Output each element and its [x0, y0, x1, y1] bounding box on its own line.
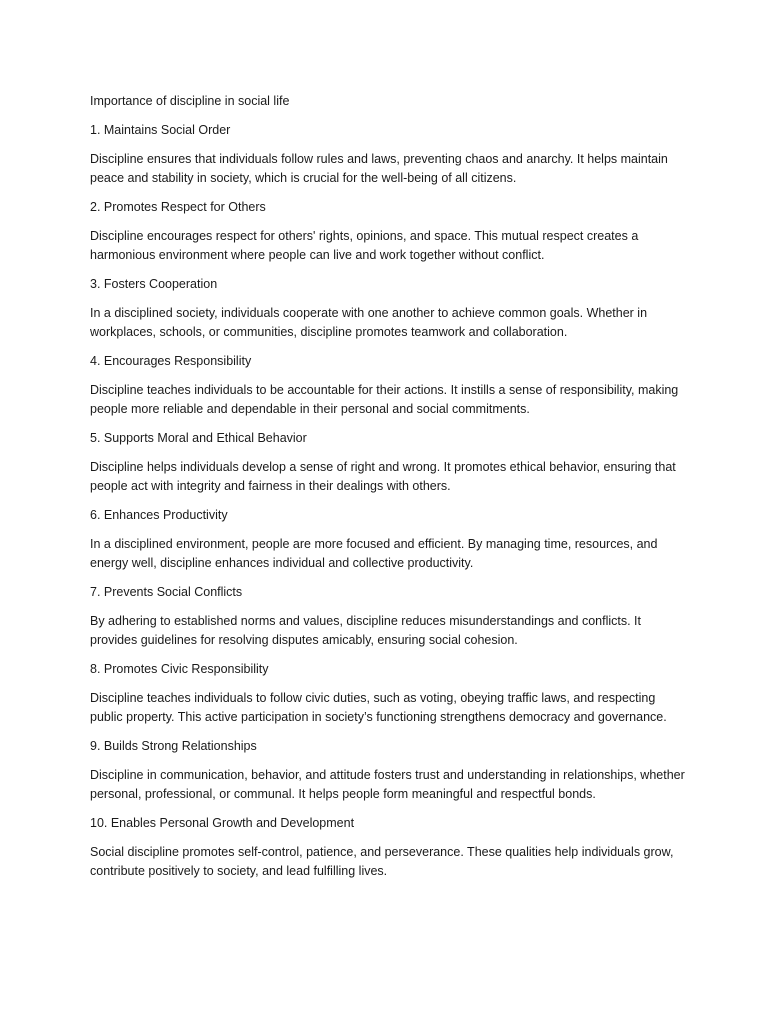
section-heading: 1. Maintains Social Order	[90, 123, 231, 137]
section-body: By adhering to established norms and values, discipline reduces misunderstandings and conflicts. It provides guidelines for resolving disputes amicably, ensuring social cohesion.	[90, 614, 642, 647]
section-heading: 4. Encourages Responsibility	[90, 354, 252, 368]
section-4	[90, 352, 690, 419]
section-body: Discipline helps individuals develop a sense of right and wrong. It promotes ethical behavior, ensuring that people act with integrity and fairness in their dealings with others.	[90, 460, 676, 493]
section-body: Social discipline promotes self-control, patience, and perseverance. These qualities help individuals grow, contribute positively to society, and lead fulfilling lives.	[90, 845, 674, 878]
section-heading: 6. Enhances Productivity	[90, 508, 228, 522]
section-heading: 7. Prevents Social Conflicts	[90, 585, 243, 599]
section-body: In a disciplined society, individuals cooperate with one another to achieve common goals. Whether in workplaces, schools, or communities, discipline promotes teamwork and collaboration.	[90, 306, 648, 339]
section-body: Discipline in communication, behavior, and attitude fosters trust and understanding in relationships, whether personal, professional, or communal. It helps people form meaningful and respectful bonds.	[90, 768, 685, 801]
section-heading: 5. Supports Moral and Ethical Behavior	[90, 431, 307, 445]
section-heading: 9. Builds Strong Relationships	[90, 739, 257, 753]
section-3	[90, 275, 690, 342]
section-body: Discipline ensures that individuals follow rules and laws, preventing chaos and anarchy. It helps maintain peace and stability in society, which is crucial for the well-being of all citizens.	[90, 152, 668, 185]
section-5	[90, 429, 690, 496]
section-heading: 3. Fosters Cooperation	[90, 277, 218, 291]
section-10	[90, 814, 690, 881]
document-title: Importance of discipline in social life	[90, 94, 290, 108]
section-body: In a disciplined environment, people are more focused and efficient. By managing time, resources, and energy well, discipline enhances individual and collective productivity.	[90, 537, 658, 570]
section-2	[90, 198, 690, 265]
section-heading: 10. Enables Personal Growth and Development	[90, 816, 355, 830]
document-content	[90, 92, 690, 891]
section-8	[90, 660, 690, 727]
section-body: Discipline teaches individuals to follow civic duties, such as voting, obeying traffic laws, and respecting public property. This active participation in society’s functioning strengthens democracy and governance.	[90, 691, 667, 724]
section-body: Discipline teaches individuals to be accountable for their actions. It instills a sense of responsibility, making people more reliable and dependable in their personal and social commitments.	[90, 383, 679, 416]
section-6	[90, 506, 690, 573]
section-1	[90, 121, 690, 188]
section-7	[90, 583, 690, 650]
section-body: Discipline encourages respect for others' rights, opinions, and space. This mutual respect creates a harmonious environment where people can live and work together without conflict.	[90, 229, 639, 262]
section-heading: 8. Promotes Civic Responsibility	[90, 662, 269, 676]
section-heading: 2. Promotes Respect for Others	[90, 200, 266, 214]
section-9	[90, 737, 690, 804]
